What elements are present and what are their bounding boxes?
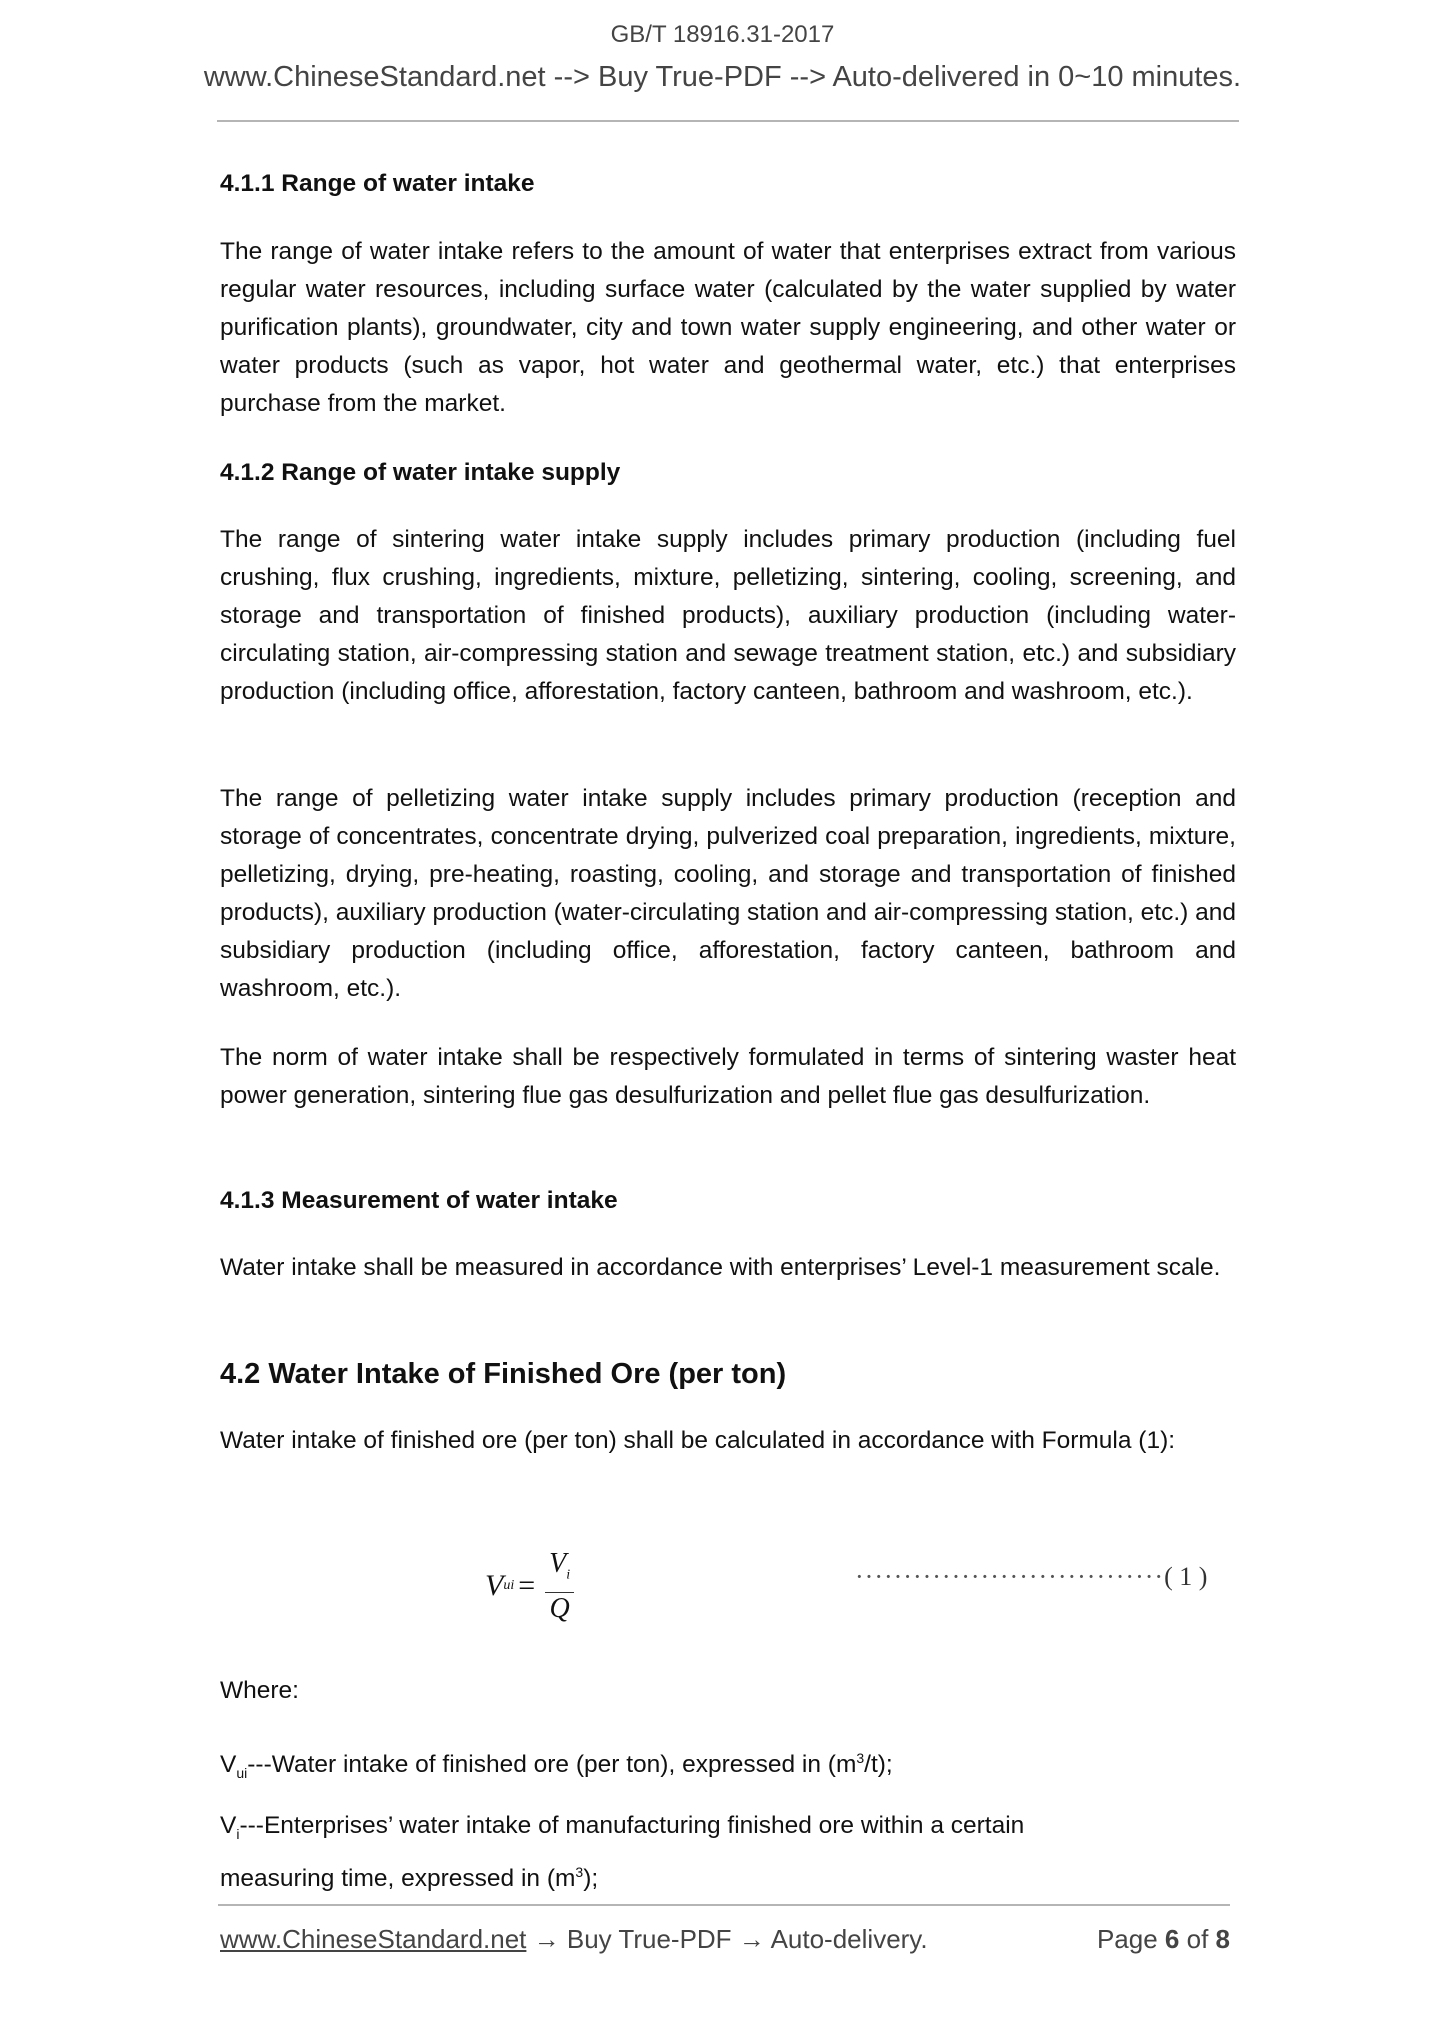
- header-divider: [217, 120, 1239, 122]
- paragraph: The range of sintering water intake supply includes primary production (including fuel crushing, flux crushing, ingredients, mixture, pelletizing, sintering, cooling, screening, and storage and transportation of finished products), auxiliary production (including water-circulating station, air-compressing station and sewage treatment station, etc.) and subsidiary production (including office, afforestation, factory canteen, bathroom and washroom, etc.).: [220, 526, 1236, 705]
- paragraph: Water intake shall be measured in accordance with enterprises’ Level-1 measurement scale.: [220, 1254, 1221, 1281]
- heading-4-1-3: 4.1.3 Measurement of water intake: [220, 1187, 618, 1214]
- symbol: V: [220, 1812, 237, 1839]
- standard-code: GB/T 18916.31-2017: [610, 21, 835, 48]
- footer-link[interactable]: www.ChineseStandard.net: [220, 1924, 527, 1954]
- page-number: 6: [1164, 1924, 1180, 1954]
- footer-divider: [218, 1904, 1230, 1906]
- symbol-sub: ui: [236, 1765, 248, 1782]
- formula-number: ································( 1 ): [855, 1562, 1208, 1591]
- heading-4-1-1: 4.1.1 Range of water intake: [220, 170, 535, 197]
- definition-vui: [220, 1739, 1236, 1792]
- formula-fraction: [545, 1548, 574, 1625]
- page-total: 8: [1215, 1924, 1230, 1954]
- paragraph: Water intake of finished ore (per ton) shall be calculated in accordance with Formula (1):: [220, 1427, 1176, 1454]
- definition-end: /t);: [864, 1751, 893, 1779]
- of-label: of: [1186, 1924, 1209, 1954]
- formula-lhs: V: [485, 1569, 504, 1603]
- paragraph: The range of water intake refers to the amount of water that enterprises extract from various regular water resources, including surface water (calculated by the water supplied by water purification plants), groundwater, city and town water supply engineering, and other water or water products (such as vapor, hot water and geothermal water, etc.) that enterprises purchase from the market.: [220, 238, 1236, 417]
- formula-number-label: ( 1 ): [1164, 1562, 1208, 1591]
- unit-sup: 3: [575, 1863, 584, 1880]
- paragraph: The range of pelletizing water intake supply includes primary production (reception and storage of concentrates, concentrate drying, pulverized coal preparation, ingredients, mixture, pelletizing, drying, pre-heating, roasting, cooling, and storage and transportation of finished products), auxiliary production (water-circulating station and air-compressing station, etc.) and subsidiary production (including office, afforestation, factory canteen, bathroom and washroom, etc.).: [220, 785, 1236, 1002]
- footer: [220, 1924, 1230, 1955]
- symbol: V: [220, 1751, 237, 1779]
- page-indicator: [1097, 1924, 1230, 1955]
- symbol-sub: i: [236, 1825, 240, 1842]
- formula-lhs-sub: ui: [503, 1578, 515, 1594]
- heading-4-2: 4.2 Water Intake of Finished Ore (per ton): [220, 1358, 787, 1390]
- formula-numerator: V: [549, 1548, 567, 1579]
- heading-4-1-2: 4.1.2 Range of water intake supply: [220, 459, 621, 486]
- unit-sup: 3: [856, 1750, 865, 1766]
- where-label: Where:: [220, 1677, 299, 1704]
- definition-text: ---Water intake of finished ore (per ton), expressed in (m: [247, 1751, 857, 1779]
- footer-text: → Buy True-PDF → Auto-delivery.: [526, 1924, 928, 1954]
- formula-1: [485, 1548, 574, 1625]
- formula-denominator: Q: [549, 1592, 570, 1624]
- definition-vi: [220, 1807, 1120, 1898]
- formula-numerator-sub: i: [566, 1567, 571, 1583]
- formula-equals: =: [518, 1569, 536, 1603]
- definition-end: );: [583, 1865, 599, 1893]
- page-label: Page: [1096, 1924, 1158, 1954]
- header-banner[interactable]: www.ChineseStandard.net --> Buy True-PDF --> Auto-delivered in 0~10 minutes.: [203, 61, 1242, 93]
- paragraph: The norm of water intake shall be respectively formulated in terms of sintering waster heat power generation, sintering flue gas desulfurization and pellet flue gas desulfurization.: [220, 1044, 1236, 1109]
- definition-text: ---Enterprises’ water intake of manufacturing finished ore within a certain measuring time, expressed in (m: [220, 1812, 1025, 1893]
